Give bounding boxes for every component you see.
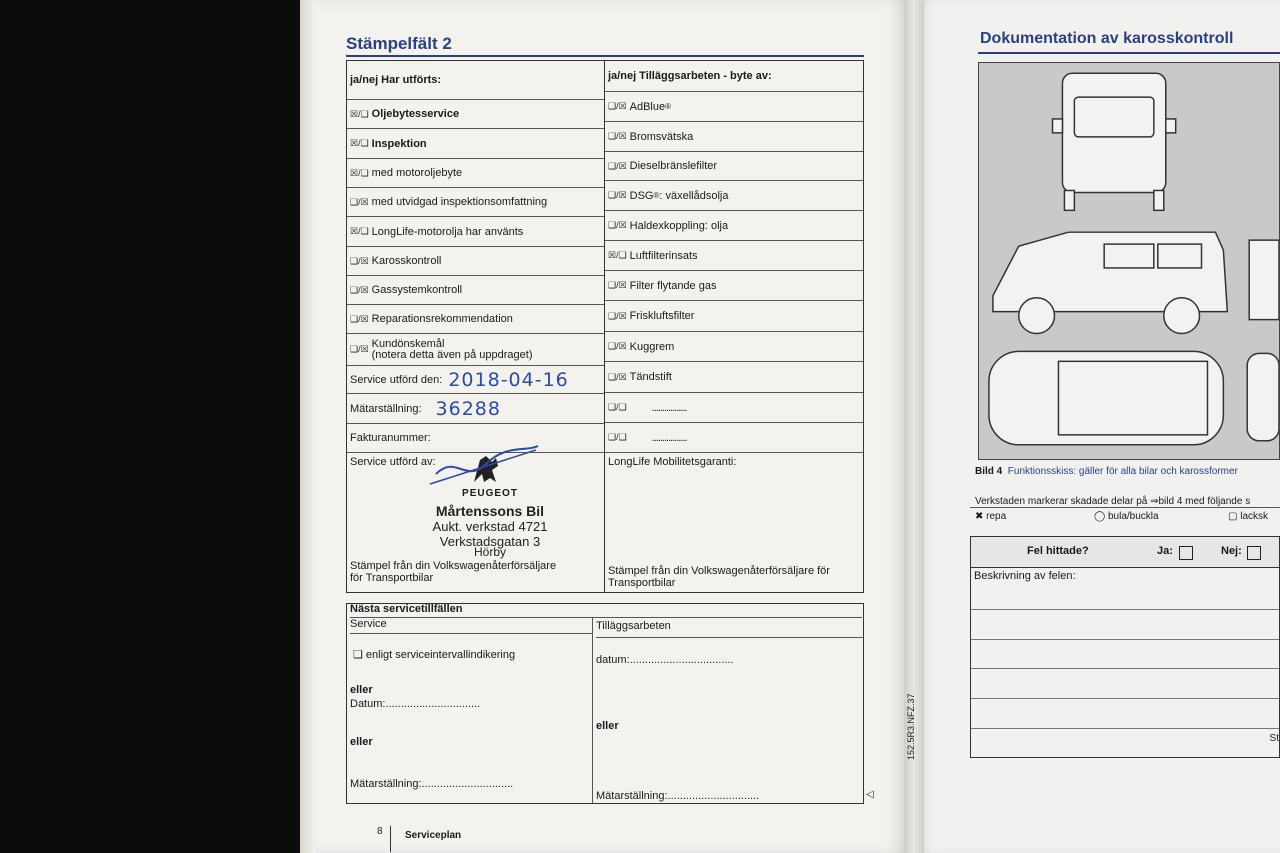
checkbox-pair[interactable]: ☒/❑ <box>350 167 369 178</box>
list-item: ❑/☒ Haldexkoppling: olja <box>605 211 863 241</box>
checkbox-pair[interactable]: ☒/❑ <box>350 138 369 148</box>
checkbox-pair[interactable]: ❑/☒ <box>350 255 369 266</box>
page-number: 8 <box>377 826 383 837</box>
list-item: ☒/❑ med motoroljebyte <box>347 159 604 188</box>
checkbox-pair[interactable]: ❑/❑ <box>608 402 627 412</box>
checkbox-pair[interactable]: ❑/☒ <box>350 344 369 354</box>
checkbox-pair[interactable]: ☒/❑ <box>608 250 627 260</box>
stamp-line4: Hörby <box>473 545 506 559</box>
section-label: Serviceplan <box>405 830 462 841</box>
service-col: Service ❑ enligt serviceintervallindikering eller Datum:............................... eller Mätarställning:.............................. <box>347 618 593 803</box>
page-title: Stämpelfält 2 <box>346 34 452 53</box>
list-item: ❑/☒ Bromsvätska <box>605 122 863 152</box>
list-item: ❑/☒ med utvidgad inspektionsomfattning <box>347 188 604 217</box>
list-item: ❑/☒ Dieselbränslefilter <box>605 152 863 181</box>
service-date-value: 2018-04-16 <box>448 368 569 391</box>
arrow-icon: ◁ <box>866 789 874 800</box>
legend-dent: ◯ bula/buckla <box>1094 511 1159 522</box>
list-item: ❑/☒ Gassystemkontroll <box>347 276 604 305</box>
stamp-brand: PEUGEOT <box>462 488 518 499</box>
instruction-rule <box>970 507 1280 508</box>
list-item: ☒/❑ Inspektion <box>347 129 604 159</box>
right-header: ja/nej Tilläggsarbeten - byte av: <box>605 61 863 92</box>
stamp-dealer: Mårtenssons Bil <box>435 503 545 519</box>
checkbox-pair[interactable]: ☒/❑ <box>350 226 369 236</box>
left-header: ja/nej Har utförts: <box>347 61 604 100</box>
stamp-line2: Aukt. verkstad 4721 <box>432 519 548 534</box>
list-item: ❑/☒ Friskluftsfilter <box>605 301 863 332</box>
checkbox-pair[interactable]: ❑/☒ <box>608 371 627 382</box>
extra-col: Tilläggsarbeten datum:.................................. eller Mätarställning:.............................. <box>593 618 863 803</box>
checkbox-pair[interactable]: ❑/☒ <box>608 101 627 111</box>
yes-checkbox[interactable] <box>1179 546 1193 560</box>
left-page-edge <box>300 0 316 853</box>
list-item: ❑/☒ Karosskontroll <box>347 247 604 276</box>
description-line <box>971 698 1279 699</box>
description-line <box>971 728 1279 729</box>
mileage-row: Mätarställning: 36288 <box>347 394 604 424</box>
list-item: ❑/☒ Reparationsrekommendation <box>347 305 604 334</box>
checkbox-pair[interactable]: ❑/☒ <box>608 220 627 230</box>
right-title-rule <box>978 52 1280 54</box>
vehicle-diagram <box>978 62 1280 460</box>
checkbox-pair[interactable]: ❑/☒ <box>350 313 369 324</box>
list-item: ☒/❑ Oljebytesservice <box>347 100 604 129</box>
signature <box>426 444 546 488</box>
interval-option[interactable]: ❑ enligt serviceintervallindikering <box>353 649 516 661</box>
checkbox-pair[interactable]: ❑/❑ <box>608 432 627 442</box>
right-column <box>605 61 863 592</box>
checkbox-pair[interactable]: ❑/☒ <box>608 310 627 321</box>
service-date-row: Service utförd den: 2018-04-16 <box>347 366 604 394</box>
corner-text: St <box>1269 733 1279 744</box>
longlife-cell: LongLife Mobilitetsgaranti: <box>608 456 737 468</box>
stamp-line3: Verkstadsgatan 3 <box>439 534 541 549</box>
instruction-text: Verkstaden markerar skadade delar på ⇒bild 4 med följande s <box>975 496 1251 507</box>
list-item: ❑/☒ DSG ® : växellådsolja <box>605 181 863 211</box>
description-line <box>971 639 1279 640</box>
description-line <box>971 609 1279 610</box>
list-item: ☒/❑ LongLife-motorolja har använts <box>347 217 604 247</box>
list-item: ❑/☒ Kundönskemål (notera detta även på uppdraget) <box>347 334 604 366</box>
footer-divider <box>390 826 391 852</box>
title-rule <box>346 55 864 57</box>
list-item: ❑/❑ ................. <box>605 423 863 453</box>
description-label: Beskrivning av felen: <box>974 570 1076 582</box>
no-checkbox[interactable] <box>1247 546 1261 560</box>
stamp-note-left: Stämpel från din Volkswagenåterförsäljare för Transportbilar <box>350 560 557 584</box>
legend-paint: ▢ lacksk <box>1228 511 1269 522</box>
dealer-stamp <box>420 466 560 559</box>
checkbox-pair[interactable]: ❑/☒ <box>608 341 627 351</box>
side-code: 152.5R3.NFZ.37 <box>906 693 916 760</box>
checkbox-pair[interactable]: ❑/☒ <box>350 196 369 207</box>
figure-caption: Bild 4 Funktionsskiss: gäller för alla bilar och karossformer <box>975 466 1238 477</box>
mileage-value: 36288 <box>435 397 501 420</box>
checkbox-pair[interactable]: ❑/☒ <box>608 280 627 290</box>
checkbox-pair[interactable]: ☒/❑ <box>350 108 369 119</box>
dark-background <box>0 0 300 853</box>
invoice-row: Fakturanummer: <box>347 424 604 453</box>
checkbox-pair[interactable]: ❑/☒ <box>608 190 627 200</box>
checkbox-pair[interactable]: ❑/☒ <box>350 284 369 295</box>
fault-header: Fel hittade? Ja: Nej: <box>971 537 1279 568</box>
list-item: ❑/☒ Kuggrem <box>605 332 863 362</box>
list-item: ❑/☒ Tändstift <box>605 362 863 393</box>
performed-by-cell: Service utförd av: <box>350 456 436 468</box>
fault-table <box>970 536 1280 758</box>
next-service-title: Nästa servicetillfällen <box>350 603 862 618</box>
description-line <box>971 668 1279 669</box>
van-outline-icon <box>979 63 1279 459</box>
checkbox-pair[interactable]: ❑/☒ <box>608 160 627 171</box>
list-item: ☒/❑ Luftfilterinsats <box>605 241 863 271</box>
list-item: ❑/☒ AdBlue ® <box>605 92 863 122</box>
list-item: ❑/☒ Filter flytande gas <box>605 271 863 301</box>
next-service-table <box>346 603 864 804</box>
right-page-title: Dokumentation av karosskontroll <box>980 30 1234 47</box>
legend-scratch: ✖ repa <box>975 511 1007 522</box>
checkbox-pair[interactable]: ❑/☒ <box>608 131 627 141</box>
list-item: ❑/❑ ................. <box>605 393 863 423</box>
stamp-note-right: Stämpel från din Volkswagenåterförsäljare för Transportbilar <box>608 565 830 589</box>
